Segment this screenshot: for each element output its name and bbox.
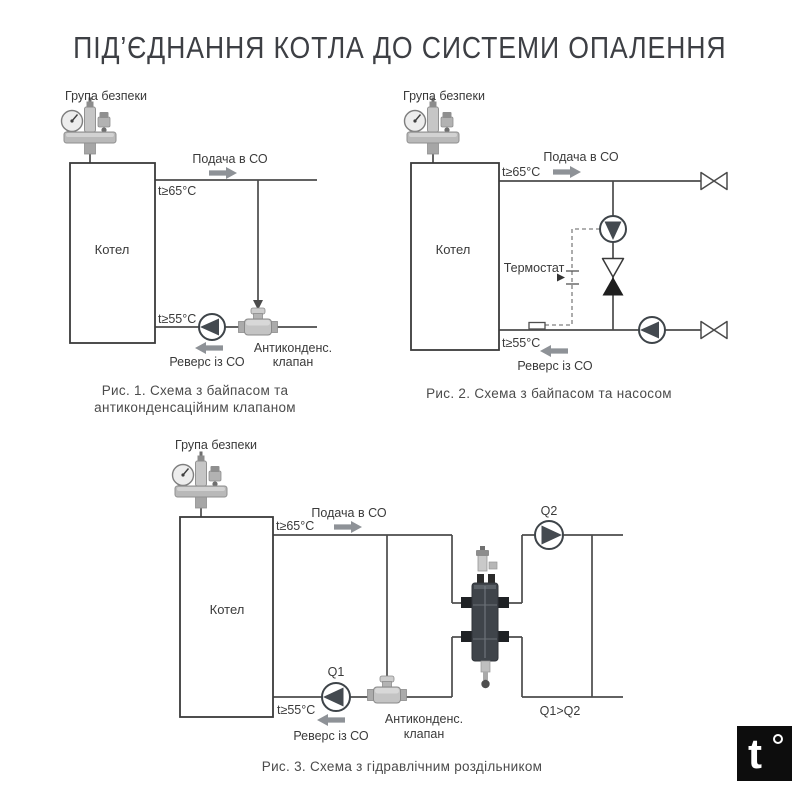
fig3-diagram: [173, 452, 624, 727]
fig3-return-temp: t≥55°C: [277, 703, 316, 717]
brand-logo: [737, 726, 792, 781]
fig3-boiler-label: Котел: [209, 602, 245, 617]
fig2-check-valve-icon: [603, 259, 624, 296]
fig1-anticond-label-line2: клапан: [272, 355, 314, 369]
fig1-anticondensation-valve-icon: [239, 308, 278, 335]
fig2-diagram: [405, 98, 728, 358]
fig1-return-flow-arrow: [195, 342, 223, 354]
fig1-pump-icon: [199, 314, 225, 340]
fig2-supply-flow-arrow: [553, 166, 581, 178]
fig1-safety-group-label: Група безпеки: [65, 89, 147, 103]
fig1-supply-flow-arrow: [209, 167, 237, 179]
fig3-anticond-label-line2: клапан: [403, 727, 445, 741]
fig1-return-label: Реверс із СО: [169, 355, 245, 369]
fig3-flow-relation-label: Q1>Q2: [539, 704, 581, 718]
fig2-thermostat-capillary-dashed: [545, 229, 600, 325]
fig3-supply-temp: t≥65°C: [276, 519, 315, 533]
fig2-supply-label: Подача в СО: [543, 150, 619, 164]
page-title: ПІД’ЄДНАННЯ КОТЛА ДО СИСТЕМИ ОПАЛЕННЯ: [73, 30, 727, 65]
fig3-anticond-label-line1: Антиконденс.: [384, 712, 464, 726]
fig3-return-flow-arrow: [317, 714, 345, 726]
degree-ring-icon: [773, 734, 783, 744]
fig1-supply-label: Подача в СО: [192, 152, 268, 166]
fig3-return-label: Реверс із СО: [293, 729, 369, 743]
fig3-supply-flow-arrow: [334, 521, 362, 533]
fig2-bypass-pump-icon: [600, 216, 626, 242]
fig3-boiler: [180, 517, 273, 717]
fig2-boiler-label: Котел: [435, 242, 471, 257]
fig2-return-flow-arrow: [540, 345, 568, 357]
fig1-boiler-label: Котел: [94, 242, 130, 257]
fig1-anticond-label-line1: Антиконденс.: [253, 341, 333, 355]
fig2-caption: Рис. 2. Схема з байпасом та насосом: [426, 386, 672, 401]
fig2-safety-group-label: Група безпеки: [403, 89, 485, 103]
fig2-return-temp: t≥55°C: [502, 336, 541, 350]
fig3-pump-q2-icon: [535, 521, 563, 549]
fig3-supply-label: Подача в СО: [311, 506, 387, 520]
fig2-thermostat-label: Термостат: [503, 261, 565, 275]
fig3-safety-group-label: Група безпеки: [175, 438, 257, 452]
fig2-safety-group-icon: [405, 98, 460, 155]
fig3-hydraulic-separator-icon: [461, 546, 509, 688]
fig2-supply-temp: t≥65°C: [502, 165, 541, 179]
fig1-safety-group-icon: [62, 98, 117, 155]
fig3-pump-q1-label: Q1: [327, 665, 345, 679]
fig1-supply-temp: t≥65°C: [158, 184, 197, 198]
fig3-caption: Рис. 3. Схема з гідравлічним роздільником: [261, 759, 543, 774]
fig2-return-pump-icon: [639, 317, 665, 343]
fig2-pipe-sensor: [529, 323, 545, 330]
fig3-safety-group-icon: [173, 452, 228, 509]
fig3-pump-q1-icon: [322, 683, 350, 711]
brand-logo-letter: t: [748, 730, 762, 777]
fig3-anticondensation-valve-icon: [368, 676, 407, 703]
fig2-supply-shutoff-valve-icon: [701, 173, 727, 190]
fig1-caption-line1: Рис. 1. Схема з байпасом та: [101, 383, 289, 398]
fig3-pump-q2-label: Q2: [540, 504, 558, 518]
fig1-caption-line2: антиконденсаційним клапаном: [94, 400, 296, 415]
fig1-return-temp: t≥55°C: [158, 312, 197, 326]
fig2-return-shutoff-valve-icon: [701, 322, 727, 339]
fig2-return-label: Реверс із СО: [517, 359, 593, 373]
